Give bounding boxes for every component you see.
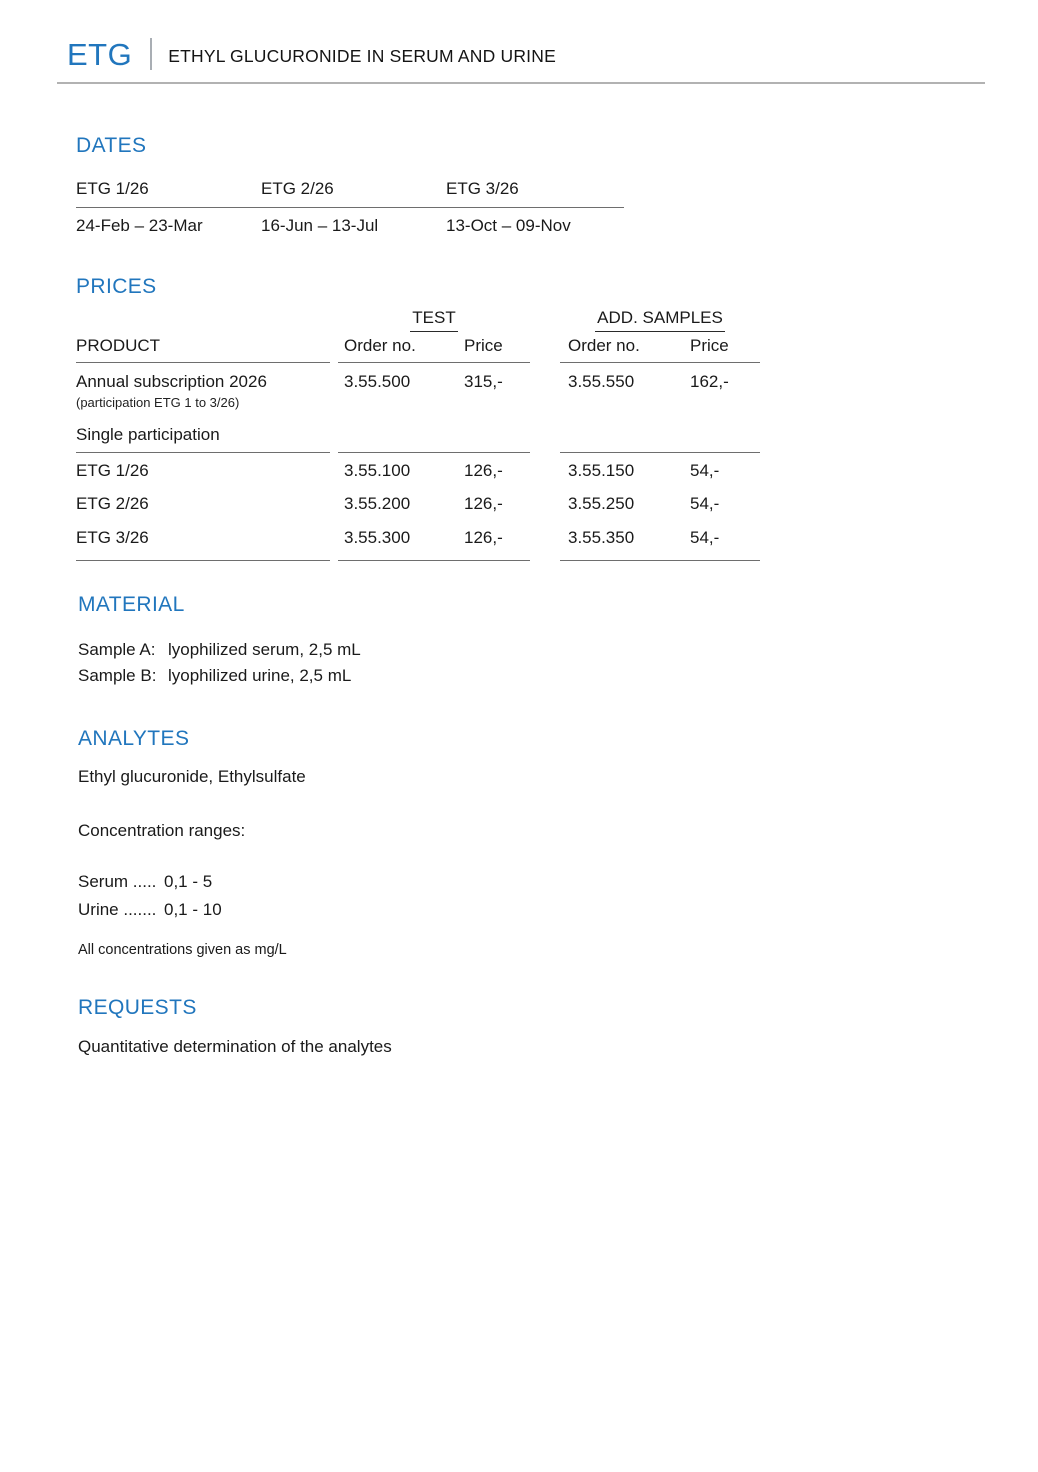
sample-label: Sample A: (78, 639, 156, 659)
prices-heading: PRICES (76, 275, 157, 299)
rule-segment (76, 560, 330, 561)
col-test-price: Price (464, 335, 503, 355)
col-add-price: Price (690, 335, 729, 355)
test-order-no-cell: 3.55.300 (344, 528, 411, 548)
rule-segment (560, 452, 760, 453)
page-content (76, 134, 978, 1058)
subscription-row (76, 363, 760, 393)
range-line (78, 868, 978, 896)
price-row (76, 453, 760, 487)
material-item (78, 663, 978, 689)
dates-heading: DATES (76, 134, 147, 157)
test-price-cell: 126,- (464, 494, 503, 514)
page-header (57, 38, 985, 84)
rule-segment (560, 362, 760, 363)
product-cell: ETG 3/26 (76, 528, 149, 548)
add-order-no-cell: 3.55.250 (568, 494, 635, 514)
add-price-cell: 162,- (690, 371, 729, 391)
test-order-no-cell: 3.55.200 (344, 494, 411, 514)
prices-mid-rule (76, 452, 760, 453)
subscription-note: (participation ETG 1 to 3/26) (76, 394, 240, 410)
add-price-cell: 54,- (690, 460, 720, 480)
prices-bottom-rule (76, 560, 760, 561)
price-row (76, 486, 760, 520)
requests-heading: REQUESTS (78, 995, 197, 1019)
range-line (78, 896, 978, 924)
rule-segment (560, 560, 760, 561)
price-row (76, 520, 760, 554)
single-participation-label: Single participation (76, 424, 220, 444)
col-add-order-no: Order no. (568, 335, 640, 355)
add-order-no-cell: 3.55.550 (568, 371, 635, 391)
rule-segment (338, 560, 530, 561)
unit-note: All concentrations given as mg/L (78, 942, 287, 959)
rule-segment (76, 452, 330, 453)
dates-range: 13-Oct – 09-Nov (446, 216, 571, 236)
range-name: Serum ..... (78, 872, 157, 892)
add-price-cell: 54,- (690, 494, 720, 514)
material-heading: MATERIAL (78, 592, 185, 616)
analyte-list: Ethyl glucuronide, Ethylsulfate (78, 766, 306, 786)
rule-segment (338, 452, 530, 453)
group-test: TEST (338, 307, 530, 331)
dates-col-label: ETG 1/26 (76, 179, 149, 199)
test-order-no-cell: 3.55.100 (344, 460, 411, 480)
range-value: 0,1 - 10 (164, 900, 222, 920)
dates-header-row (76, 178, 624, 208)
subscription-note-row (76, 393, 760, 412)
product-cell: ETG 2/26 (76, 494, 149, 514)
sample-label: Sample B: (78, 665, 157, 685)
analytes-heading: ANALYTES (78, 726, 190, 750)
sample-desc: lyophilized serum, 2,5 mL (168, 639, 361, 659)
test-price-cell: 315,- (464, 371, 503, 391)
product-cell: Annual subscription 2026 (76, 371, 267, 391)
concentration-ranges-label: Concentration ranges: (78, 821, 246, 841)
group-add-samples: ADD. SAMPLES (560, 307, 760, 331)
product-cell: ETG 1/26 (76, 460, 149, 480)
single-participation-row (76, 412, 760, 452)
dates-col-label: ETG 3/26 (446, 179, 519, 199)
prices-header-rule (76, 362, 760, 363)
prices-group-header-row (76, 307, 760, 331)
add-order-no-cell: 3.55.350 (568, 528, 635, 548)
rule-segment (76, 362, 330, 363)
rule-segment (338, 362, 530, 363)
dates-range: 16-Jun – 13-Jul (261, 216, 379, 236)
range-value: 0,1 - 5 (164, 872, 213, 892)
sample-desc: lyophilized urine, 2,5 mL (168, 665, 352, 685)
requests-text: Quantitative determination of the analytes (78, 1037, 392, 1057)
dates-col-label: ETG 2/26 (261, 179, 334, 199)
col-test-order-no: Order no. (344, 335, 416, 355)
material-item (78, 637, 978, 663)
dates-range: 24-Feb – 23-Mar (76, 216, 203, 236)
range-name: Urine ....... (78, 900, 157, 920)
prices-column-header-row (76, 335, 760, 362)
add-price-cell: 54,- (690, 528, 720, 548)
test-price-cell: 126,- (464, 528, 503, 548)
test-order-no-cell: 3.55.500 (344, 371, 411, 391)
header-divider (150, 38, 152, 70)
dates-value-row (76, 208, 624, 237)
add-order-no-cell: 3.55.150 (568, 460, 635, 480)
scheme-code: ETG (67, 36, 133, 72)
test-price-cell: 126,- (464, 460, 503, 480)
col-product: PRODUCT (76, 335, 161, 355)
page-title: ETHYL GLUCURONIDE IN SERUM AND URINE (168, 45, 556, 66)
